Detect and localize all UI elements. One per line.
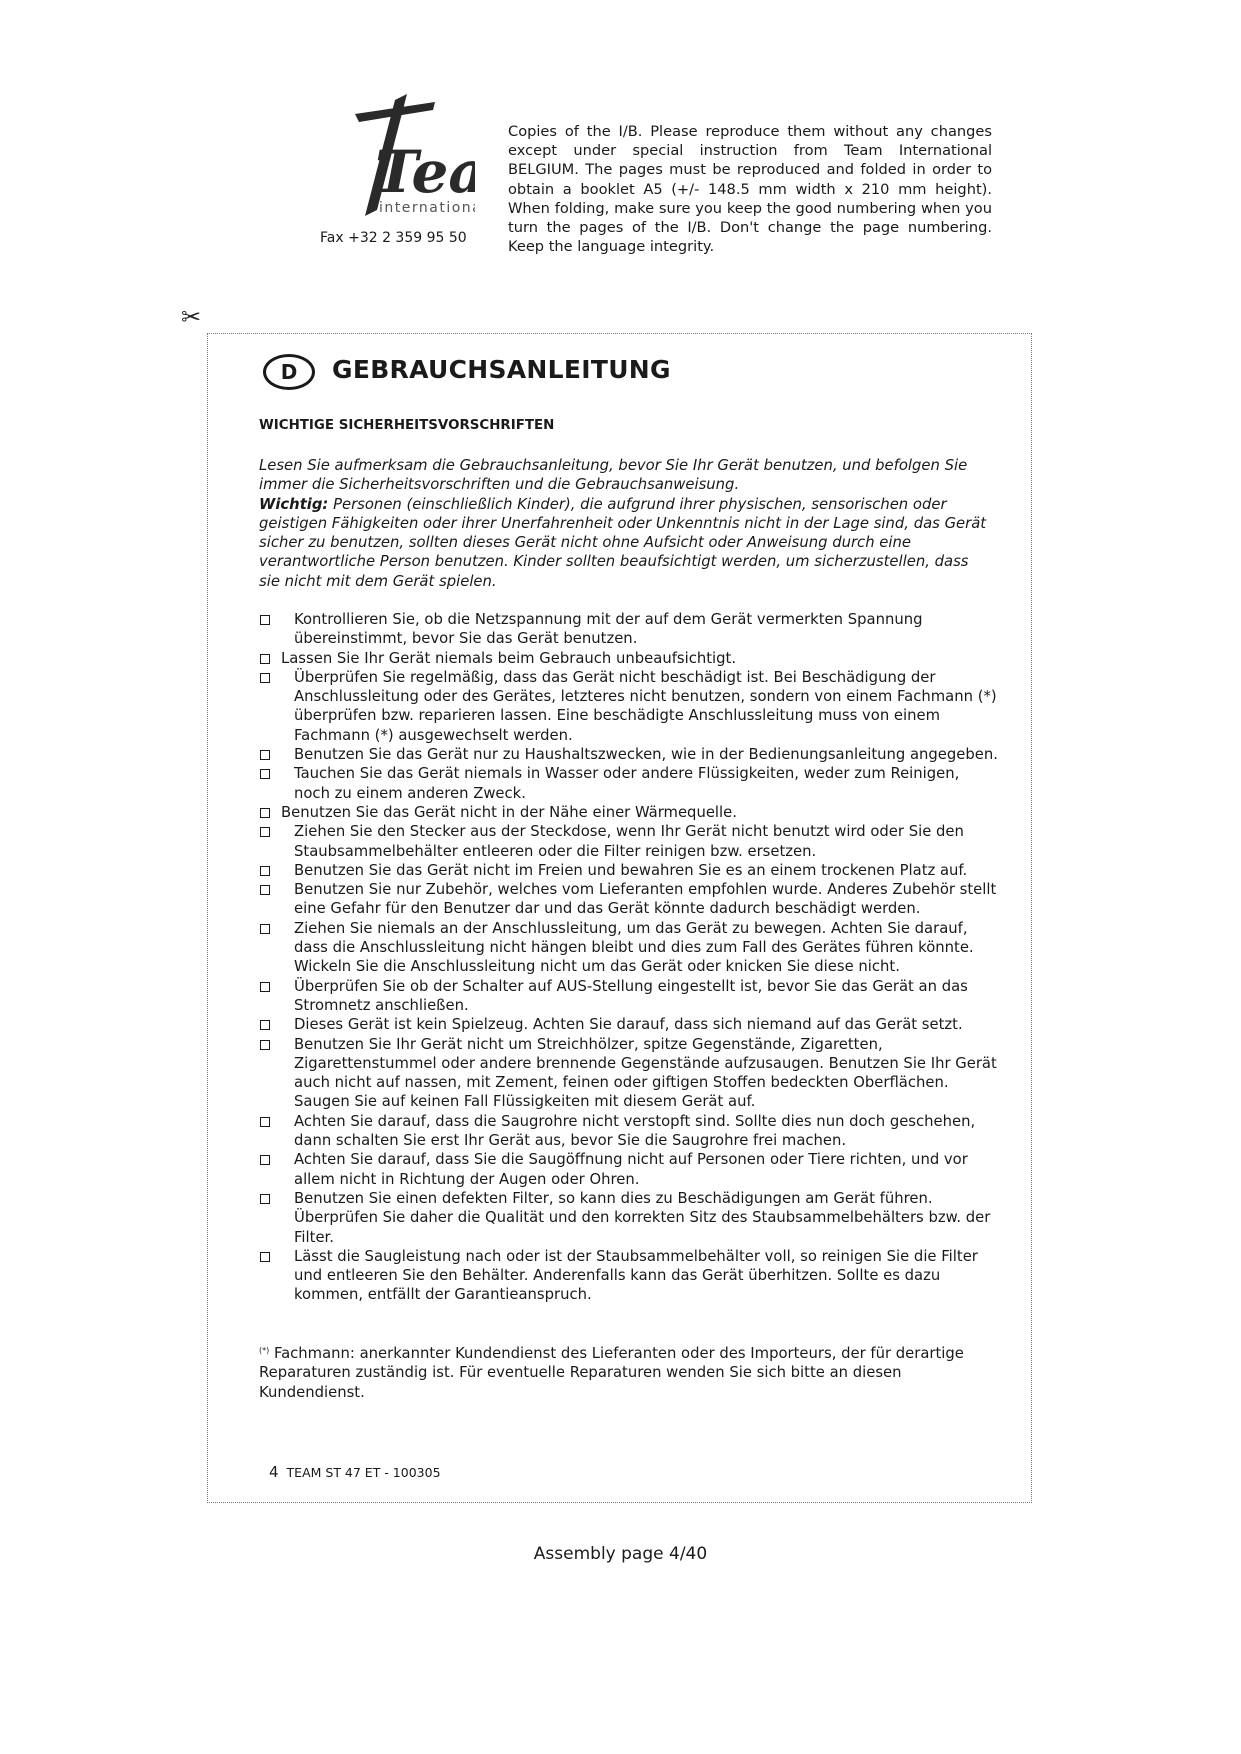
section-heading: WICHTIGE SICHERHEITSVORSCHRIFTEN [259,418,555,433]
checkbox-bullet-icon [260,924,270,934]
list-item: Benutzen Sie das Gerät nur zu Haushaltszwecken, wie in der Bedienungsanleitung angegeben. [259,745,999,764]
list-item: Dieses Gerät ist kein Spielzeug. Achten Sie darauf, dass sich niemand auf das Gerät setzt. [259,1015,999,1034]
list-item: Kontrollieren Sie, ob die Netzspannung mit der auf dem Gerät vermerkten Spannung übereinstimmt, bevor Sie das Gerät benutzen. [259,610,999,649]
checkbox-bullet-icon [260,1155,270,1165]
checkbox-bullet-icon [260,1020,270,1030]
logo-subtext: internation [379,200,473,216]
footnote-text: Fachmann: anerkannter Kundendienst des Lieferanten oder des Importeurs, der für derartige Reparaturen zuständig ist. Für eventuelle Reparaturen wenden Sie sich bitte an diesen Kundendienst. [259,1345,964,1401]
footnote-mark: (*) [259,1346,270,1355]
list-item: Lässt die Saugleistung nach oder ist der Staubsammelbehälter voll, so reinigen Sie die Filter und entleeren Sie den Behälter. Anderenfalls kann das Gerät überhitzen. Sollte es dazu kommen, entfällt der Garantieanspruch. [259,1247,999,1305]
language-badge: D [263,354,315,390]
checkbox-bullet-icon [260,615,270,625]
model-code: TEAM ST 47 ET - 100305 [286,1465,441,1480]
checkbox-bullet-icon [260,673,270,683]
list-item: Ziehen Sie den Stecker aus der Steckdose, wenn Ihr Gerät nicht benutzt wird oder Sie den Staubsammelbehälter entleeren oder die Filter reinigen bzw. ersetzen. [259,822,999,861]
checkbox-bullet-icon [260,1252,270,1262]
intro-text: Lesen Sie aufmerksam die Gebrauchsanleitung, bevor Sie Ihr Gerät benutzen, und befolgen Sie immer die Sicherheitsvorschriften und die Gebrauchsanweisung. [259,457,968,494]
scissors-icon: ✂ [181,303,202,331]
intro-paragraph [259,456,989,591]
list-item: Benutzen Sie das Gerät nicht im Freien und bewahren Sie es an einem trockenen Platz auf. [259,861,999,880]
checkbox-bullet-icon [260,885,270,895]
checkbox-bullet-icon [260,750,270,760]
list-item: Benutzen Sie das Gerät nicht in der Nähe einer Wärmequelle. [259,803,999,822]
footnote [259,1341,999,1402]
list-item: Achten Sie darauf, dass Sie die Saugöffnung nicht auf Personen oder Tiere richten, und vor allem nicht in Richtung der Augen oder Ohren. [259,1150,999,1189]
page-title: GEBRAUCHSANLEITUNG [332,355,671,384]
page-footer [269,1463,441,1481]
list-item: Benutzen Sie einen defekten Filter, so kann dies zu Beschädigungen am Gerät führen. Überprüfen Sie daher die Qualität und den korrekten Sitz des Staubsammelbehälters bzw. der Filter. [259,1189,999,1247]
checkbox-bullet-icon [260,808,270,818]
checkbox-bullet-icon [260,1040,270,1050]
important-label: Wichtig: [259,495,329,513]
logo-wordmark: Te [375,138,449,206]
important-text: Personen (einschließlich Kinder), die aufgrund ihrer physischen, sensorischen oder geistigen Fähigkeiten oder ihrer Unerfahrenheit oder Unkenntnis nicht in der Lage sind, das Gerät sicher zu benutzen, sollten dieses Gerät nicht ohne Aufsicht oder Anweisung durch eine verantwortliche Person benutzen. Kinder sollten beaufsichtigt werden, um sicherzustellen, dass sie nicht mit dem Gerät spielen. [259,495,987,590]
reproduction-instructions: Copies of the I/B. Please reproduce them without any changes except under special instruction from Team International BELGIUM. The pages must be reproduced and folded in order to obtain a booklet A5 (+/- 148.5 mm width x 210 mm height). When folding, make sure you keep the good numbering when you turn the pages of the I/B. Don't change the page numbering. Keep the language integrity. [508,123,992,256]
list-item: Tauchen Sie das Gerät niemals in Wasser oder andere Flüssigkeiten, weder zum Reinigen, noch zu einem anderen Zweck. [259,764,999,803]
checkbox-bullet-icon [260,866,270,876]
fax-number: Fax +32 2 359 95 50 [320,230,467,246]
team-logo [315,92,475,222]
assembly-page-label: Assembly page 4/40 [533,1544,708,1564]
list-item: Ziehen Sie niemals an der Anschlussleitung, um das Gerät zu bewegen. Achten Sie darauf, dass die Anschlussleitung nicht hängen bleibt und dies zum Fall des Gerätes führen könnte. Wickeln Sie die Anschlussleitung nicht um das Gerät oder knicken Sie diese nicht. [259,919,999,977]
page-number: 4 [269,1463,279,1481]
checkbox-bullet-icon [260,1117,270,1127]
list-item: Überprüfen Sie regelmäßig, dass das Gerät nicht beschädigt ist. Bei Beschädigung der Anschlussleitung oder des Gerätes, letzteres nicht benutzen, sondern von einem Fachmann (*) überprüfen bzw. reparieren lassen. Eine beschädigte Anschlussleitung muss von einem Fachmann (*) ausgewechselt werden. [259,668,999,745]
checkbox-bullet-icon [260,982,270,992]
list-item: Benutzen Sie nur Zubehör, welches vom Lieferanten empfohlen wurde. Anderes Zubehör stellt eine Gefahr für den Benutzer dar und das Gerät könnte dadurch beschädigt werden. [259,880,999,919]
checkbox-bullet-icon [260,1194,270,1204]
list-item: Überprüfen Sie ob der Schalter auf AUS-Stellung eingestellt ist, bevor Sie das Gerät an das Stromnetz anschließen. [259,977,999,1016]
list-item: Benutzen Sie Ihr Gerät nicht um Streichhölzer, spitze Gegenstände, Zigaretten, Zigarettenstummel oder andere brennende Gegenstände aufzusaugen. Benutzen Sie Ihr Gerät auch nicht auf nassen, mit Zement, feinen oder giftigen Stoffen bedeckten Oberflächen. Saugen Sie auf keinen Fall Flüssigkeiten mit diesem Gerät auf. [259,1035,999,1112]
list-item: Lassen Sie Ihr Gerät niemals beim Gebrauch unbeaufsichtigt. [259,649,999,668]
checkbox-bullet-icon [260,827,270,837]
safety-list [259,610,999,1305]
checkbox-bullet-icon [260,769,270,779]
list-item: Achten Sie darauf, dass die Saugrohre nicht verstopft sind. Sollte dies nun doch geschehen, dann schalten Sie erst Ihr Gerät aus, bevor Sie die Saugrohre frei machen. [259,1112,999,1151]
checkbox-bullet-icon [260,654,270,664]
